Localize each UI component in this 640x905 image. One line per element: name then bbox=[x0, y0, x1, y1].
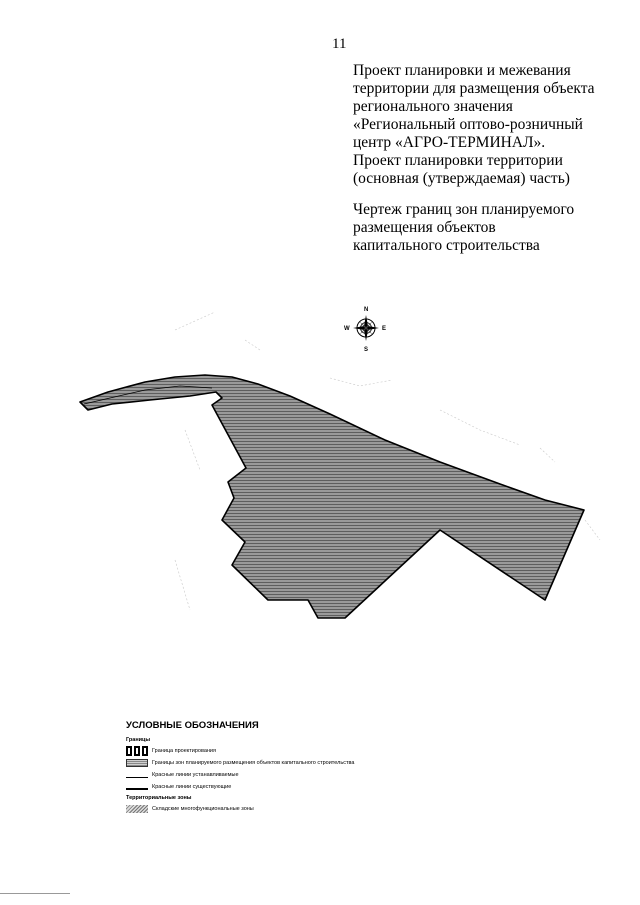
planned-zone-polygon bbox=[80, 375, 584, 618]
legend-item-label: Границы зон планируемого размещения объектов капитального строительства bbox=[152, 760, 355, 766]
title-line: (основная (утверждаемая) часть) bbox=[353, 170, 570, 187]
compass-east: E bbox=[382, 326, 387, 332]
legend-zones-heading: Территориальные зоны bbox=[126, 795, 192, 801]
legend-item-label: Красные линии устанавливаемые bbox=[152, 772, 239, 778]
legend-item-label: Граница проектирования bbox=[152, 748, 216, 754]
subtitle-line: капитального строительства bbox=[353, 237, 540, 254]
page-number: 11 bbox=[332, 36, 347, 52]
legend-item-red-lines-existing bbox=[126, 781, 446, 793]
compass-north: N bbox=[364, 307, 369, 313]
compass-south: S bbox=[364, 347, 369, 353]
storage-zone-icon bbox=[126, 805, 148, 813]
title-line: Проект планировки территории bbox=[353, 152, 563, 169]
title-line: «Региональный оптово-розничный bbox=[353, 116, 583, 133]
legend-item-label: Красные линии существующие bbox=[152, 784, 232, 790]
title-line: центр «АГРО-ТЕРМИНАЛ». bbox=[353, 134, 546, 151]
legend-item-design-boundary bbox=[126, 745, 446, 757]
red-line-existing-icon bbox=[126, 788, 148, 790]
title-line: Проект планировки и межевания bbox=[353, 62, 571, 79]
legend-item-zone-boundary bbox=[126, 757, 446, 769]
design-boundary-icon bbox=[126, 746, 148, 756]
title-line: территории для размещения объекта bbox=[353, 80, 595, 97]
title-line: регионального значения bbox=[353, 98, 513, 115]
legend-item-red-lines-new bbox=[126, 769, 446, 781]
zone-boundary-icon bbox=[126, 759, 148, 767]
red-line-new-icon bbox=[126, 777, 148, 778]
subtitle-line: размещения объектов bbox=[353, 219, 496, 236]
compass-rose-icon bbox=[344, 307, 386, 353]
compass-west: W bbox=[344, 326, 350, 332]
legend-title: УСЛОВНЫЕ ОБОЗНАЧЕНИЯ bbox=[126, 720, 259, 731]
subtitle-line: Чертеж границ зон планируемого bbox=[353, 201, 575, 218]
legend-item-storage-zone bbox=[126, 803, 446, 815]
footer-rule bbox=[0, 893, 70, 894]
legend-boundaries-heading: Границы bbox=[126, 737, 151, 743]
legend bbox=[126, 720, 446, 815]
legend-item-label: Складские многофункциональные зоны bbox=[152, 806, 254, 812]
